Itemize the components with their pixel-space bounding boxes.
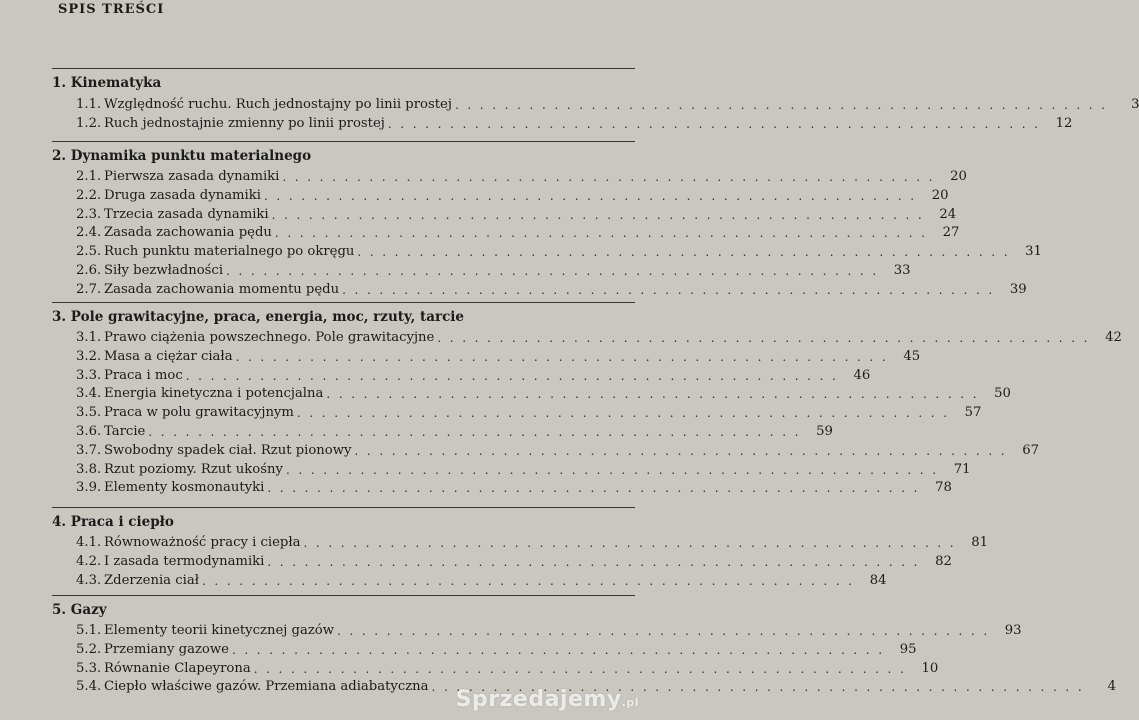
entry-number: 5.2. <box>76 641 102 657</box>
dot-leader: . . . . . . . . . . . . . . . . . . . . . . . . . . . . . . . . . . . . . . . . . . . . . . . . . . . . . <box>326 387 979 402</box>
toc-entry <box>76 204 957 222</box>
page-number: 20 <box>931 187 949 203</box>
dot-leader: . . . . . . . . . . . . . . . . . . . . . . . . . . . . . . . . . . . . . . . . . . . . . . . . . . . . . <box>235 349 889 364</box>
toc-entry <box>76 222 960 241</box>
page-number: 78 <box>935 480 952 496</box>
toc-entry <box>76 639 917 657</box>
entry-title: Zderzenia ciał <box>104 572 199 588</box>
dot-leader: . . . . . . . . . . . . . . . . . . . . . . . . . . . . . . . . . . . . . . . . . . . . . . . . . . . . . <box>454 98 1108 112</box>
entry-title: Druga zasada dynamiki <box>104 187 261 203</box>
toc-entry <box>76 459 971 477</box>
entry-title: Energia kinetyczna i potencjalna <box>104 386 324 402</box>
section-heading: 2. Dynamika punktu materialnego <box>52 148 312 164</box>
dot-leader: . . . . . . . . . . . . . . . . . . . . . . . . . . . . . . . . . . . . . . . . . . . . . . . . . . . . . <box>185 368 839 383</box>
section-divider <box>52 302 635 303</box>
entry-title: Rzut poziomy. Rzut ukośny <box>104 461 283 477</box>
page-number: 93 <box>1004 623 1022 638</box>
section-heading: 4. Praca i ciepło <box>52 514 174 530</box>
toc-entry <box>76 327 1122 345</box>
entry-number: 2.3. <box>76 206 102 222</box>
toc-entry <box>76 185 949 203</box>
entry-title: Ciepło właściwe gazów. Przemiana adiabatyczna <box>104 679 429 695</box>
section-heading: 3. Pole grawitacyjne, praca, energia, moc, rzuty, tarcie <box>52 309 465 325</box>
entry-number: 3.3. <box>76 367 102 383</box>
toc-entry <box>76 551 952 569</box>
entry-number: 3.5. <box>76 405 102 421</box>
toc-entry <box>76 570 887 588</box>
dot-leader: . . . . . . . . . . . . . . . . . . . . . . . . . . . . . . . . . . . . . . . . . . . . . . . . . . . . . <box>274 226 928 241</box>
section-divider <box>52 595 635 596</box>
watermark-name: Sprzedajemy <box>455 687 622 712</box>
entry-title: Zasada zachowania momentu pędu <box>104 281 340 297</box>
entry-title: Tarcie <box>104 424 146 439</box>
toc-entry <box>76 94 1139 112</box>
page-number: 82 <box>935 553 952 569</box>
page-number: 27 <box>942 225 960 241</box>
section-heading: 5. Gazy <box>52 602 107 618</box>
page-number: 71 <box>953 461 971 477</box>
dot-leader: . . . . . . . . . . . . . . . . . . . . . . . . . . . . . . . . . . . . . . . . . . . . . . . . . . . . . <box>226 264 879 278</box>
dot-leader: . . . . . . . . . . . . . . . . . . . . . . . . . . . . . . . . . . . . . . . . . . . . . . . . . . . . . <box>267 554 920 569</box>
page-number: 33 <box>893 263 911 278</box>
entry-title: I zasada termodynamiki <box>104 553 265 569</box>
entry-number: 3.2. <box>76 348 102 364</box>
page-number: 59 <box>816 424 833 439</box>
toc-entry <box>76 346 921 364</box>
dot-leader: . . . . . . . . . . . . . . . . . . . . . . . . . . . . . . . . . . . . . . . . . . . . . . . . . . . . . <box>296 406 950 421</box>
entry-number: 3.7. <box>76 442 102 458</box>
entry-number: 4.2. <box>76 553 102 569</box>
page-number: 67 <box>1022 442 1040 458</box>
dot-leader: . . . . . . . . . . . . . . . . . . . . . . . . . . . . . . . . . . . . . . . . . . . . . . . . . . . . . <box>201 573 855 588</box>
toc-entry <box>76 383 1011 402</box>
toc-entry <box>76 421 833 439</box>
entry-title: Ruch jednostajnie zmienny po linii prostej <box>104 115 385 131</box>
dot-leader: . . . . . . . . . . . . . . . . . . . . . . . . . . . . . . . . . . . . . . . . . . . . . . . . . . . . . <box>303 536 957 550</box>
toc-entry <box>76 279 1027 297</box>
entry-title: Swobodny spadek ciał. Rzut pionowy <box>104 442 352 458</box>
entry-title: Równoważność pracy i ciepła <box>104 535 301 550</box>
section-divider <box>52 68 635 69</box>
dot-leader: . . . . . . . . . . . . . . . . . . . . . . . . . . . . . . . . . . . . . . . . . . . . . . . . . . . . . <box>342 282 995 297</box>
page-number: 45 <box>903 348 921 364</box>
entry-number: 3.6. <box>76 424 102 439</box>
entry-number: 3.9. <box>76 480 102 496</box>
entry-number: 3.4. <box>76 386 102 402</box>
entry-title: Elementy teorii kinetycznej gazów <box>104 623 335 638</box>
dot-leader: . . . . . . . . . . . . . . . . . . . . . . . . . . . . . . . . . . . . . . . . . . . . . . . . . . . . . <box>357 245 1010 260</box>
page-number: 84 <box>869 572 887 588</box>
entry-number: 5.4. <box>76 679 102 695</box>
dot-leader: . . . . . . . . . . . . . . . . . . . . . . . . . . . . . . . . . . . . . . . . . . . . . . . . . . . . . <box>253 661 907 676</box>
entry-number: 4.3. <box>76 572 102 588</box>
toc-entry <box>76 658 939 676</box>
dot-leader: . . . . . . . . . . . . . . . . . . . . . . . . . . . . . . . . . . . . . . . . . . . . . . . . . . . . . <box>354 443 1008 458</box>
toc-entry <box>76 532 989 550</box>
toc-entry <box>76 241 1042 260</box>
toc-entry <box>76 620 1022 638</box>
entry-number: 5.1. <box>76 623 102 638</box>
entry-title: Przemiany gazowe <box>104 641 229 657</box>
entry-title: Siły bezwładności <box>104 263 224 278</box>
entry-number: 3.8. <box>76 461 102 477</box>
dot-leader: . . . . . . . . . . . . . . . . . . . . . . . . . . . . . . . . . . . . . . . . . . . . . . . . . . . . . <box>282 170 935 184</box>
page-number: 42 <box>1105 330 1122 345</box>
entry-title: Zasada zachowania pędu <box>104 225 272 241</box>
dot-leader: . . . . . . . . . . . . . . . . . . . . . . . . . . . . . . . . . . . . . . . . . . . . . . . . . . . . . <box>263 188 917 203</box>
page-number: 31 <box>1025 244 1042 260</box>
page-number: 46 <box>853 367 871 383</box>
entry-number: 2.2. <box>76 187 102 203</box>
dot-leader: . . . . . . . . . . . . . . . . . . . . . . . . . . . . . . . . . . . . . . . . . . . . . . . . . . . . . <box>387 116 1041 131</box>
entry-number: 2.4. <box>76 225 102 241</box>
toc-entry <box>76 402 982 421</box>
dot-leader: . . . . . . . . . . . . . . . . . . . . . . . . . . . . . . . . . . . . . . . . . . . . . . . . . . . . . <box>431 680 1085 695</box>
entry-number: 1.2. <box>76 115 102 131</box>
entry-number: 4.1. <box>76 535 102 550</box>
page-number: 95 <box>899 641 917 657</box>
dot-leader: . . . . . . . . . . . . . . . . . . . . . . . . . . . . . . . . . . . . . . . . . . . . . . . . . . . . . <box>271 207 925 222</box>
toc-entry <box>76 166 967 184</box>
entry-title: Praca i moc <box>104 367 183 383</box>
page-number: 4 <box>1107 679 1117 695</box>
page-number: 10 <box>921 660 939 676</box>
entry-title: Trzecia zasada dynamiki <box>104 206 269 222</box>
dot-leader: . . . . . . . . . . . . . . . . . . . . . . . . . . . . . . . . . . . . . . . . . . . . . . . . . . . . . <box>148 425 801 439</box>
dot-leader: . . . . . . . . . . . . . . . . . . . . . . . . . . . . . . . . . . . . . . . . . . . . . . . . . . . . . <box>285 462 939 477</box>
page-title: SPIS TREŚCI <box>58 2 165 17</box>
entry-number: 2.1. <box>76 169 102 184</box>
dot-leader: . . . . . . . . . . . . . . . . . . . . . . . . . . . . . . . . . . . . . . . . . . . . . . . . . . . . . <box>437 331 1090 345</box>
entry-title: Pierwsza zasada dynamiki <box>104 169 280 184</box>
entry-number: 2.7. <box>76 281 102 297</box>
entry-title: Praca w polu grawitacyjnym <box>104 405 294 421</box>
page-number: 20 <box>950 169 967 184</box>
entry-number: 1.1. <box>76 97 102 112</box>
page-number: 12 <box>1055 115 1073 131</box>
toc-entry <box>76 440 1040 458</box>
page-number: 57 <box>964 405 982 421</box>
toc-entry <box>76 365 871 383</box>
dot-leader: . . . . . . . . . . . . . . . . . . . . . . . . . . . . . . . . . . . . . . . . . . . . . . . . . . . . . <box>231 642 885 657</box>
entry-title: Prawo ciążenia powszechnego. Pole grawitacyjne <box>104 330 435 345</box>
page-number: 50 <box>994 386 1011 402</box>
watermark <box>456 687 639 712</box>
entry-title: Względność ruchu. Ruch jednostajny po linii prostej <box>104 97 452 112</box>
entry-title: Ruch punktu materialnego po okręgu <box>104 244 355 260</box>
entry-title: Masa a ciężar ciała <box>104 348 233 364</box>
page-number: 24 <box>939 206 957 222</box>
toc-entry <box>76 113 1073 131</box>
section-heading: 1. Kinematyka <box>52 75 162 91</box>
dot-leader: . . . . . . . . . . . . . . . . . . . . . . . . . . . . . . . . . . . . . . . . . . . . . . . . . . . . . <box>337 624 990 638</box>
entry-title: Elementy kosmonautyki <box>104 480 265 496</box>
toc-entry <box>76 260 911 278</box>
entry-number: 2.5. <box>76 244 102 260</box>
watermark-tld: .pl <box>621 696 639 709</box>
toc-entry <box>76 477 952 496</box>
entry-number: 3.1. <box>76 330 102 345</box>
page-number: 39 <box>1009 281 1027 297</box>
page-number: 3 <box>1131 97 1139 112</box>
entry-title: Równanie Clapeyrona <box>104 660 251 676</box>
page-number: 81 <box>971 535 989 550</box>
entry-number: 2.6. <box>76 263 102 278</box>
dot-leader: . . . . . . . . . . . . . . . . . . . . . . . . . . . . . . . . . . . . . . . . . . . . . . . . . . . . . <box>267 481 920 496</box>
section-divider <box>52 507 635 508</box>
section-divider <box>52 141 635 142</box>
entry-number: 5.3. <box>76 660 102 676</box>
